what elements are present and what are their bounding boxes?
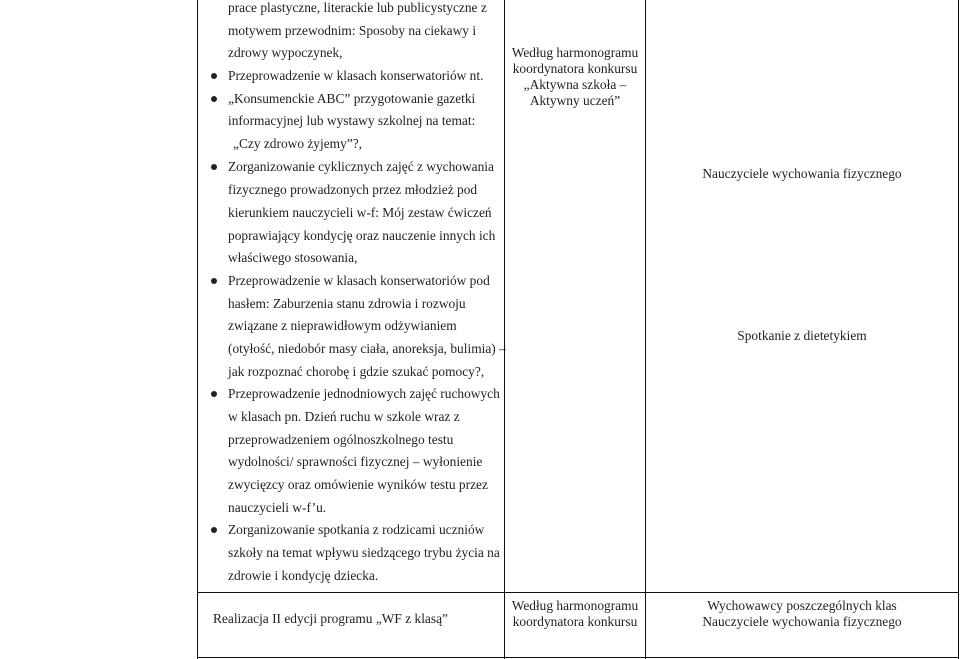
timing-line: „Aktywna szkoła – (523, 77, 627, 92)
activity-line: zwycięzcy oraz omówienie wyników testu przez (228, 477, 488, 492)
timing-line: koordynatora konkursu (512, 61, 638, 76)
activity-line: zdrowie i kondycję dziecka. (228, 568, 379, 583)
activity-line: Przeprowadzenie jednodniowych zajęć ruchowych (228, 386, 500, 401)
activity-line: nauczycieli w-f’u. (228, 500, 327, 515)
row-divider (197, 592, 959, 593)
bullet-icon (211, 96, 217, 102)
activity-line: poprawiający kondycję oraz nauczenie innych ich (228, 228, 496, 243)
activity-line: motywem przewodnim: Sposoby na ciekawy i (228, 23, 477, 38)
timing-footer-line: Według harmonogramu (511, 598, 639, 613)
activity-line: fizycznego prowadzonych przez młodzież pod (228, 182, 478, 197)
activity-line: informacyjnej lub wystawy szkolnej na temat: (228, 113, 476, 128)
timing-footer-line: koordynatora konkursu (512, 614, 638, 629)
activity-line: Przeprowadzenie w klasach konserwatoriów nt. (228, 68, 484, 83)
activity-line: wydolności/ sprawności fizycznej – wyłonienie (228, 454, 483, 469)
activity-line: Zorganizowanie spotkania z rodzicami uczniów (228, 522, 485, 537)
bullet-icon (211, 73, 217, 79)
table-bottom-border (197, 657, 959, 658)
table-right-border (958, 0, 959, 659)
activity-line: Przeprowadzenie w klasach konserwatoriów pod (228, 273, 490, 288)
activity-line: „Konsumenckie ABC” przygotowanie gazetki (228, 91, 476, 106)
activity-line: prace plastyczne, literackie lub publicystyczne z (228, 0, 487, 15)
bullet-icon (211, 278, 217, 284)
activity-line: zdrowy wypoczynek, (228, 45, 343, 60)
activity-line: „Czy zdrowo żyjemy”?, (233, 136, 363, 151)
activity-line: właściwego stosowania, (228, 250, 358, 265)
activity-line: szkoły na temat wpływu siedzącego trybu życia na (228, 545, 500, 560)
activity-line: w klasach pn. Dzień ruchu w szkole wraz z (228, 409, 460, 424)
responsible-footer-line: Wychowawcy poszczególnych klas (707, 598, 897, 613)
timing-line: Według harmonogramu (511, 45, 639, 60)
activity-line: Zorganizowanie cyklicznych zajęć z wychowania (228, 159, 494, 174)
timing-line: Aktywny uczeń” (529, 93, 621, 108)
column-divider-left (197, 0, 198, 659)
activity-line: kierunkiem nauczycieli w-f: Mój zestaw ćwiczeń (228, 205, 492, 220)
responsible-footer-line: Nauczyciele wychowania fizycznego (702, 614, 902, 629)
activity-line: jak rozpoznać chorobę i gdzie szukać pomocy?, (228, 364, 485, 379)
activity-line: hasłem: Zaburzenia stanu zdrowia i rozwoju (228, 296, 466, 311)
bullet-icon (211, 391, 217, 397)
program-footer-text: Realizacja II edycji programu „WF z klasą” (213, 611, 448, 626)
activity-line: (otyłość, niedobór masy ciała, anoreksja, bulimia) – (228, 341, 506, 356)
bullet-icon (211, 527, 217, 533)
activity-line: związane z nieprawidłowym odżywianiem (228, 318, 457, 333)
responsible-dietitian: Spotkanie z dietetykiem (737, 328, 867, 343)
activity-line: przeprowadzeniem ogólnoszkolnego testu (228, 432, 454, 447)
responsible-pe-teachers: Nauczyciele wychowania fizycznego (702, 166, 902, 181)
bullet-icon (211, 164, 217, 170)
